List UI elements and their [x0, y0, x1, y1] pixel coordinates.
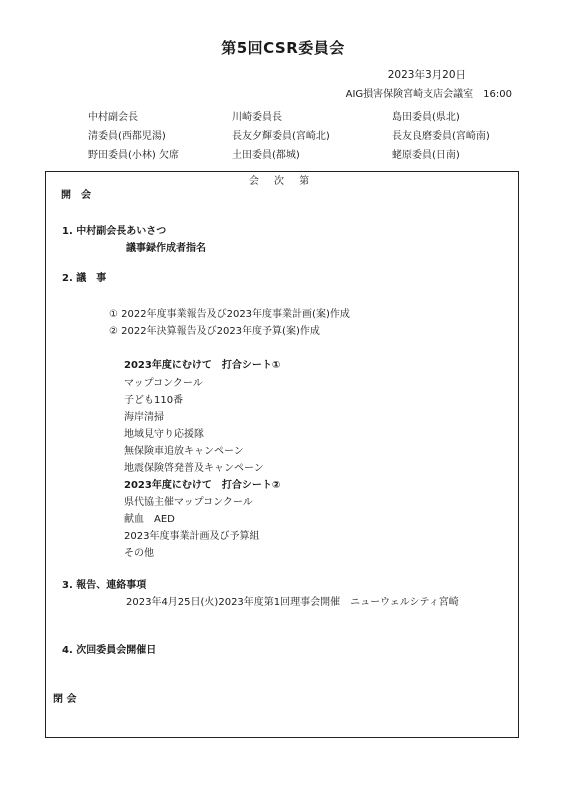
sheet-1-item: 子ども110番 [124, 395, 184, 406]
sheet-2-item: その他 [124, 548, 154, 559]
agenda-item: ② 2022年決算報告及び2023年度予算(案)作成 [109, 326, 320, 337]
opening: 開 会 [61, 190, 91, 201]
sheet-2-item: 2023年度事業計画及び予算組 [124, 531, 260, 542]
sheet-1-title: 2023年度にむけて 打合シート① [124, 360, 281, 371]
section-3-title: 3. 報告、連絡事項 [62, 580, 147, 591]
attendee: 長友良磨委員(宮崎南) [392, 131, 490, 142]
meeting-date: 2023年3月20日 [387, 69, 466, 81]
agenda-heading: 会 次 第 [248, 176, 316, 187]
section-4-title: 4. 次回委員会開催日 [62, 645, 157, 656]
section-1-title: 1. 中村副会長あいさつ [62, 226, 167, 237]
sheet-1-item: 地域見守り応援隊 [124, 429, 204, 440]
attendee: 島田委員(県北) [392, 112, 460, 123]
attendee: 長友夕輝委員(宮崎北) [232, 131, 330, 142]
sheet-2-title: 2023年度にむけて 打合シート② [124, 480, 281, 491]
attendee: 野田委員(小林) 欠席 [88, 150, 179, 161]
sheet-2-item: 県代協主催マップコンクール [124, 497, 253, 508]
attendee: 中村副会長 [88, 112, 138, 123]
sheet-1-item: 無保険車追放キャンペーン [124, 446, 244, 457]
sheet-1-item: マップコンクール [124, 378, 203, 389]
attendee: 蛯原委員(日南) [392, 150, 460, 161]
closing: 閉 会 [53, 694, 77, 705]
section-1-subitem: 議事録作成者指名 [126, 243, 206, 254]
sheet-2-item: 献血 AED [124, 514, 175, 525]
attendee: 清委員(西都児湯) [88, 131, 166, 142]
document-title: 第5回CSR委員会 [221, 39, 345, 57]
meeting-venue: AIG損害保険宮崎支店会議室 16:00 [345, 89, 512, 100]
sheet-1-item: 海岸清掃 [124, 412, 164, 423]
section-3-text: 2023年4月25日(火)2023年度第1回理事会開催 ニューウェルシティ宮崎 [126, 597, 459, 608]
agenda-item: ① 2022年度事業報告及び2023年度事業計画(案)作成 [109, 309, 350, 320]
attendee: 土田委員(都城) [232, 150, 300, 161]
attendee: 川崎委員長 [232, 112, 282, 123]
section-2-title: 2. 議 事 [62, 273, 107, 284]
sheet-1-item: 地震保険啓発普及キャンペーン [124, 463, 264, 474]
